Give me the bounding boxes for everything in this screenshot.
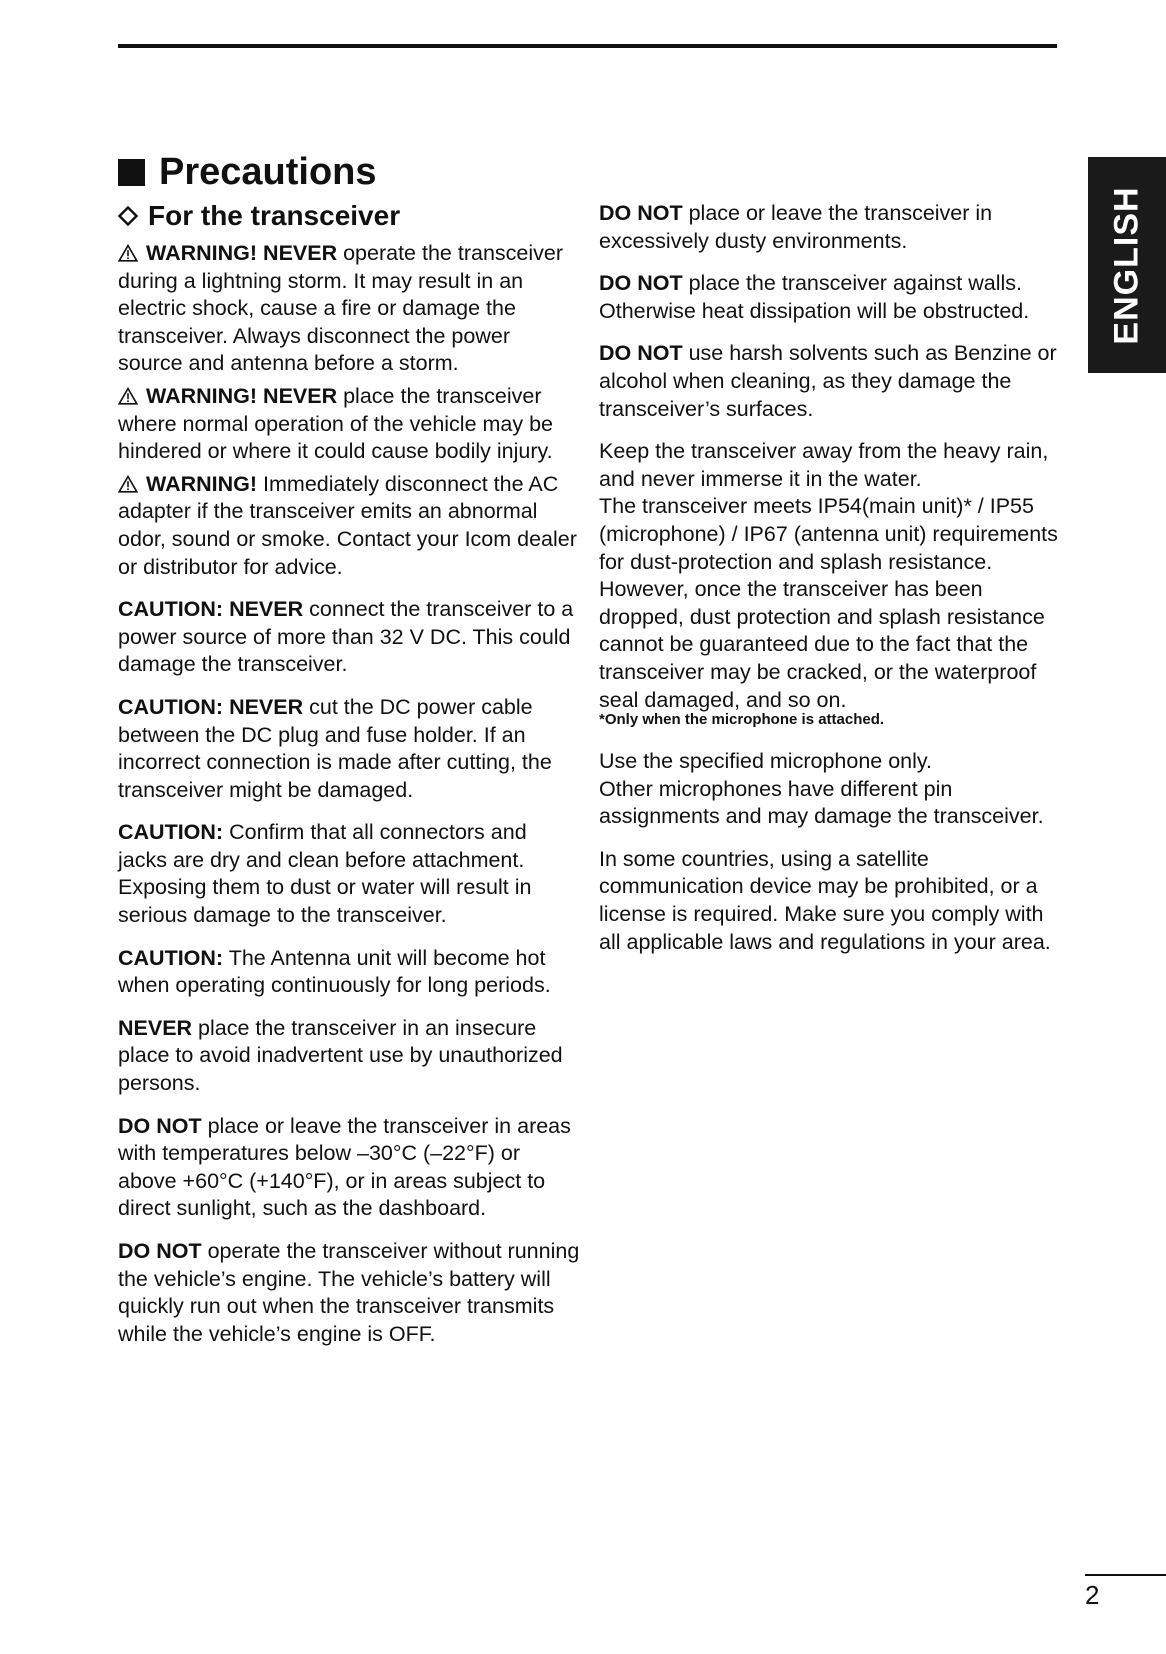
precaution-text: Other microphones have different pin assignments and may damage the transceiver. xyxy=(599,776,1044,829)
precaution-lead: NEVER xyxy=(118,1015,193,1040)
top-rule xyxy=(118,44,1057,48)
precaution-paragraph xyxy=(118,1015,580,1098)
precaution-text: Use the specified microphone only. xyxy=(599,749,933,774)
precaution-lead: DO NOT xyxy=(599,341,683,366)
precaution-text: In some countries, using a satellite communication device may be prohibited, or a license is required. Make sure you comply with all applicable laws and regulations in your area. xyxy=(599,846,1051,954)
precaution-lead: DO NOT xyxy=(118,1113,202,1138)
footnote: *Only when the microphone is attached. xyxy=(599,711,885,729)
section-subtitle xyxy=(118,198,400,234)
page-number-rule xyxy=(1085,1574,1166,1576)
precaution-paragraph xyxy=(599,438,1061,493)
page-title xyxy=(118,148,377,196)
precaution-paragraph xyxy=(599,270,1061,325)
precaution-text: place the transceiver against walls. Otherwise heat dissipation will be obstructed. xyxy=(599,271,1030,323)
precaution-lead: DO NOT xyxy=(599,271,683,296)
precaution-lead: CAUTION: xyxy=(118,945,224,970)
precaution-paragraph xyxy=(599,340,1061,423)
precaution-paragraph xyxy=(118,1113,580,1223)
precaution-text: connect the transceiver to a power source of more than 32 V DC. This could damage the transceiver. xyxy=(118,597,574,677)
page-number: 2 xyxy=(1085,1580,1100,1610)
language-tab-label: ENGLISH xyxy=(1107,185,1146,345)
left-column xyxy=(118,240,580,1363)
precaution-lead: DO NOT xyxy=(118,1239,202,1263)
warning-triangle-icon xyxy=(118,387,138,405)
precaution-text: place the transceiver where normal operation of the vehicle may be hindered or where it could cause bodily injury. xyxy=(118,383,554,464)
precaution-paragraph xyxy=(118,240,580,378)
precaution-lead: CAUTION: NEVER xyxy=(118,597,304,622)
precaution-lead: WARNING! xyxy=(146,471,258,496)
section-subtitle-text: For the transceiver xyxy=(148,200,401,231)
precaution-lead: CAUTION: NEVER xyxy=(118,694,304,719)
precaution-text: Immediately disconnect the AC adapter if the transceiver emits an abnormal odor, sound or smoke. Contact your Icom dealer or distributor for advice. xyxy=(118,471,577,579)
precaution-text: place the transceiver in an insecure place to avoid inadvertent use by unauthorized persons. xyxy=(118,1015,563,1096)
precaution-text: The transceiver meets IP54(main unit)* / IP55 (microphone) / IP67 (antenna unit) requirements for dust-protection and splash resistance. However, once the transceiver has been dropped, dust protection and splash resistance cannot be guaranteed due to the fact that the transceiver may be cracked, or the waterproof seal damaged, and so on. xyxy=(599,494,1058,712)
precaution-text: operate the transceiver during a lightning storm. It may result in an electric shock, cause a fire or damage the transceiver. Always disconnect the power source and antenna before a storm. xyxy=(118,241,564,376)
precaution-text: operate the transceiver without running the vehicle’s engine. The vehicle’s battery will quickly run out when the transceiver transmits while the vehicle’s engine is OFF. xyxy=(118,1239,580,1346)
right-column xyxy=(599,200,1061,971)
precaution-text: place or leave the transceiver in areas with temperatures below –30°C (–22°F) or above +60°C (+140°F), or in areas subject to direct sunlight, such as the dashboard. xyxy=(118,1113,571,1221)
precaution-text: The Antenna unit will become hot when operating continuously for long periods. xyxy=(118,945,551,998)
precaution-paragraph xyxy=(118,945,580,1000)
precaution-lead: WARNING! NEVER xyxy=(146,383,338,408)
precaution-text: use harsh solvents such as Benzine or alcohol when cleaning, as they damage the transceiver’s surfaces. xyxy=(599,341,1057,421)
precaution-text: place or leave the transceiver in excessively dusty environments. xyxy=(599,201,993,253)
precaution-paragraph xyxy=(118,819,580,929)
precaution-lead: WARNING! NEVER xyxy=(146,241,338,265)
precaution-paragraph xyxy=(118,471,580,581)
precaution-paragraph xyxy=(599,846,1061,956)
precaution-lead: CAUTION: xyxy=(118,820,224,845)
precaution-paragraph xyxy=(599,776,1061,831)
precaution-paragraph xyxy=(118,1238,580,1348)
language-tab xyxy=(1088,157,1166,373)
precaution-paragraph xyxy=(599,493,1061,714)
warning-triangle-icon xyxy=(118,475,138,493)
precaution-text: cut the DC power cable between the DC plug and fuse holder. If an incorrect connection is made after cutting, the transceiver might be damaged. xyxy=(118,694,552,802)
precaution-text: Keep the transceiver away from the heavy rain, and never immerse it in the water. xyxy=(599,439,1049,491)
precaution-paragraph xyxy=(599,748,1061,776)
precaution-text: Confirm that all connectors and jacks are dry and clean before attachment. Exposing them to dust or water will result in serious damage to the transceiver. xyxy=(118,820,532,928)
page-title-text: Precautions xyxy=(159,151,377,193)
precaution-paragraph xyxy=(118,383,580,466)
precaution-lead: DO NOT xyxy=(599,201,683,225)
precaution-paragraph xyxy=(599,200,1061,255)
precaution-paragraph xyxy=(118,596,580,679)
warning-triangle-icon xyxy=(118,244,138,262)
precaution-paragraph xyxy=(118,694,580,804)
diamond-outline-icon xyxy=(118,206,138,226)
black-square-bullet-icon xyxy=(118,159,145,186)
